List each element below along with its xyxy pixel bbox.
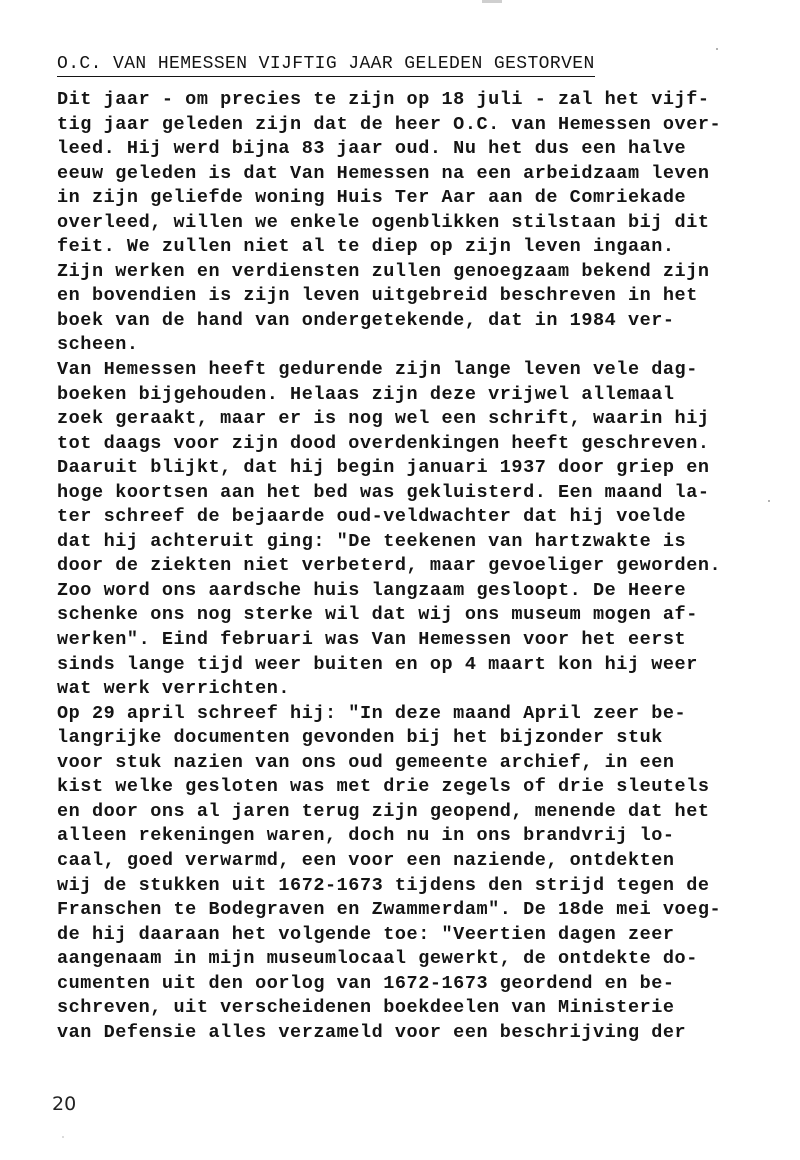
text-line: wij de stukken uit 1672-1673 tijdens den strijd tegen de <box>57 874 710 896</box>
text-line: werken". Eind februari was Van Hemessen voor het eerst <box>57 629 687 651</box>
text-line: van Defensie alles verzameld voor een beschrijving der <box>57 1021 687 1043</box>
text-line: wat werk verrichten. <box>57 678 291 700</box>
text-line: Daaruit blijkt, dat hij begin januari 1937 door griep en <box>57 457 710 479</box>
text-line: hoge koortsen aan het bed was gekluisterd. Een maand la- <box>57 481 710 503</box>
text-line: caal, goed verwarmd, een voor een naziende, ontdekten <box>57 849 675 871</box>
text-line: kist welke gesloten was met drie zegels of drie sleutels <box>57 776 710 798</box>
text-line: Van Hemessen heeft gedurende zijn lange leven vele dag- <box>57 359 698 381</box>
page-number: 20 <box>52 1093 77 1115</box>
text-line: langrijke documenten gevonden bij het bijzonder stuk <box>57 727 663 749</box>
text-line: tig jaar geleden zijn dat de heer O.C. van Hemessen over- <box>57 113 722 135</box>
text-line: leed. Hij werd bijna 83 jaar oud. Nu het dus een halve <box>57 138 687 160</box>
text-line: overleed, willen we enkele ogenblikken stilstaan bij dit <box>57 211 710 233</box>
text-line: boeken bijgehouden. Helaas zijn deze vrijwel allemaal <box>57 383 675 405</box>
text-line: de hij daaraan het volgende toe: "Veertien dagen zeer <box>57 923 675 945</box>
text-line: eeuw geleden is dat Van Hemessen na een arbeidzaam leven <box>57 162 710 184</box>
text-line: aangenaam in mijn museumlocaal gewerkt, de ontdekte do- <box>57 948 698 970</box>
text-line: en bovendien is zijn leven uitgebreid beschreven in het <box>57 285 698 307</box>
text-line: cumenten uit den oorlog van 1672-1673 geordend en be- <box>57 972 675 994</box>
scan-speck <box>62 1136 64 1138</box>
text-line: Op 29 april schreef hij: "In deze maand April zeer be- <box>57 702 687 724</box>
text-line: boek van de hand van ondergetekende, dat in 1984 ver- <box>57 309 675 331</box>
text-line: Zijn werken en verdiensten zullen genoegzaam bekend zijn <box>57 260 710 282</box>
article-body <box>57 88 777 1045</box>
article-title: O.C. VAN HEMESSEN VIJFTIG JAAR GELEDEN GESTORVEN <box>57 53 595 77</box>
text-line: dat hij achteruit ging: "De teekenen van hartzwakte is <box>57 530 687 552</box>
text-line: schenke ons nog sterke wil dat wij ons museum mogen af- <box>57 604 698 626</box>
text-line: en door ons al jaren terug zijn geopend, menende dat het <box>57 800 710 822</box>
text-line: zoek geraakt, maar er is nog wel een schrift, waarin hij <box>57 408 710 430</box>
text-line: ter schreef de bejaarde oud-veldwachter dat hij voelde <box>57 506 687 528</box>
text-line: feit. We zullen niet al te diep op zijn leven ingaan. <box>57 236 675 258</box>
text-line: Zoo word ons aardsche huis langzaam gesloopt. De Heere <box>57 579 687 601</box>
text-line: door de ziekten niet verbeterd, maar gevoeliger geworden. <box>57 555 722 577</box>
text-line: tot daags voor zijn dood overdenkingen heeft geschreven. <box>57 432 710 454</box>
text-line: sinds lange tijd weer buiten en op 4 maart kon hij weer <box>57 653 698 675</box>
scan-artifact <box>482 0 502 3</box>
text-line: in zijn geliefde woning Huis Ter Aar aan de Comriekade <box>57 187 687 209</box>
text-line: alleen rekeningen waren, doch nu in ons brandvrij lo- <box>57 825 675 847</box>
scan-speck <box>716 48 718 50</box>
text-line: Dit jaar - om precies te zijn op 18 juli - zal het vijf- <box>57 89 710 110</box>
text-line: voor stuk nazien van ons oud gemeente archief, in een <box>57 751 675 773</box>
text-line: Franschen te Bodegraven en Zwammerdam". De 18de mei voeg- <box>57 899 722 921</box>
text-line: schreven, uit verscheidenen boekdeelen van Ministerie <box>57 997 675 1019</box>
text-line: scheen. <box>57 334 139 356</box>
